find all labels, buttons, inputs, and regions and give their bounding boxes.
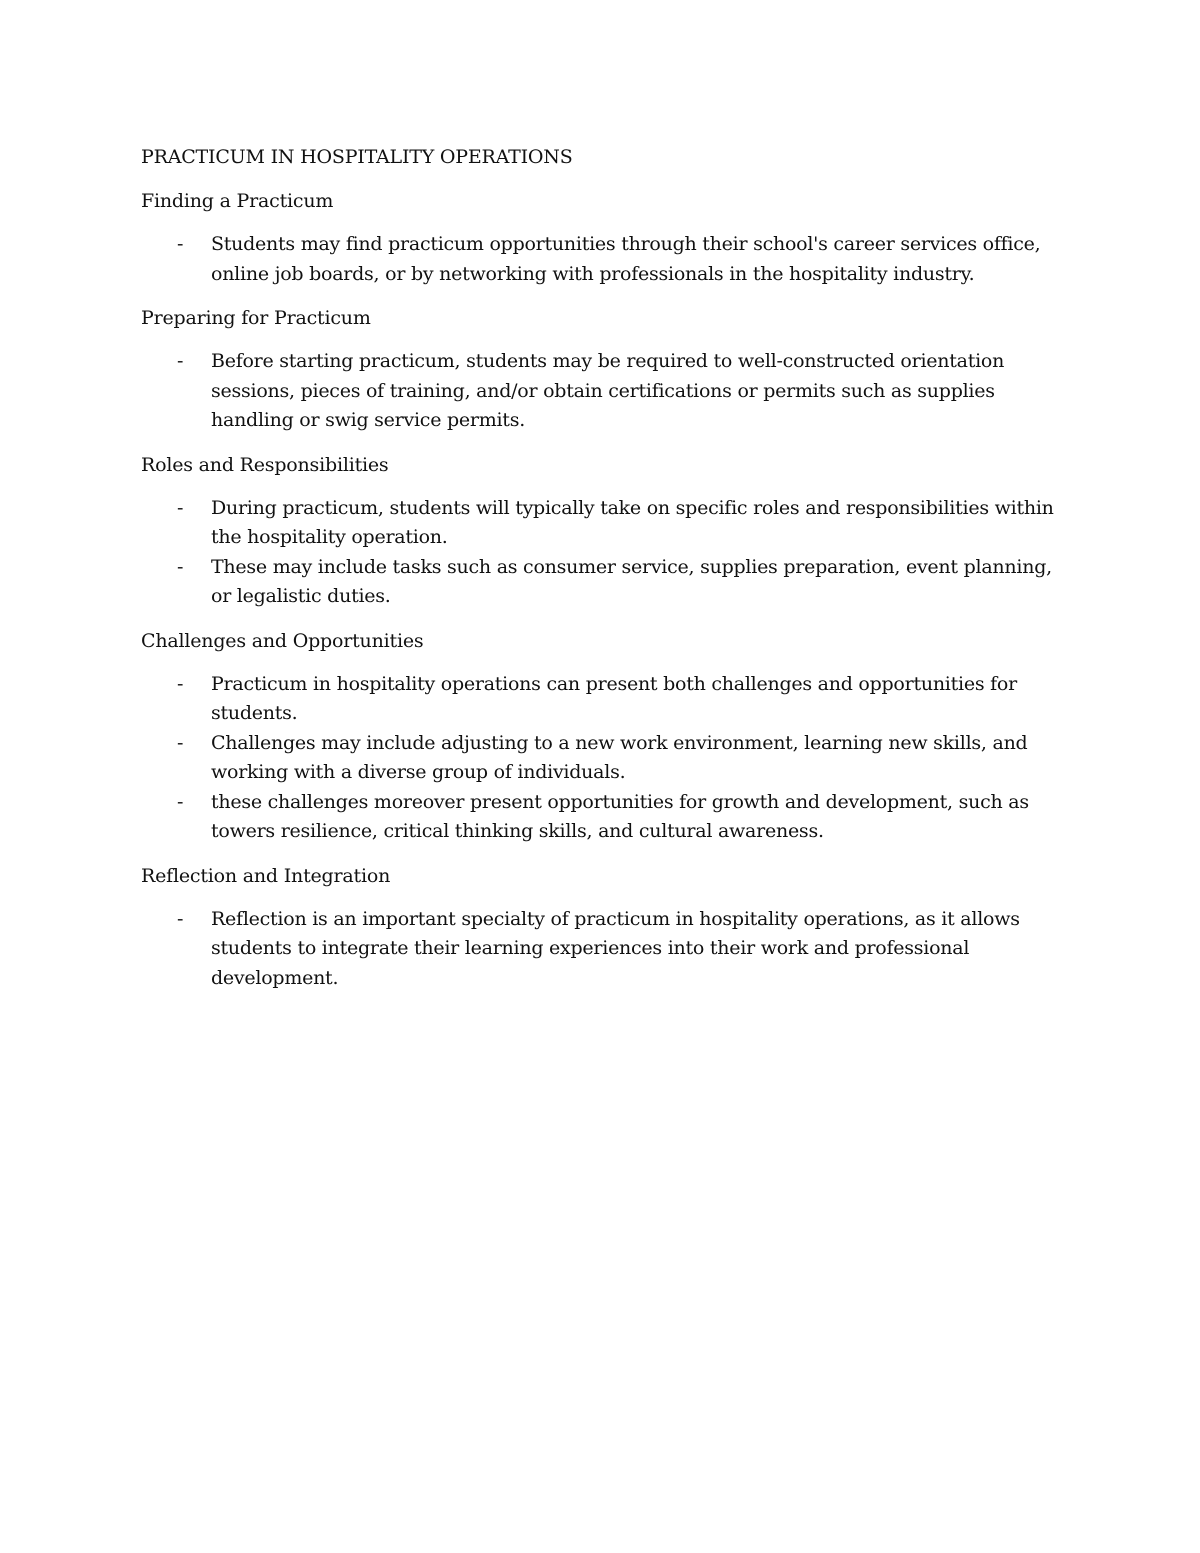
section-heading: Challenges and Opportunities [141,629,424,652]
list-item-text: Students may find practicum opportunities through their school's career services office, online job boards, or by networking with professionals in the hospitality industry. [211,233,1041,285]
list-item-text: Practicum in hospitality operations can present both challenges and opportunities for students. [211,672,1017,724]
bullet-dash: - [177,907,184,930]
section-heading: Reflection and Integration [141,864,391,887]
list-item [141,788,1071,847]
section-roles-and-responsibilities [141,450,1071,612]
section-heading: Preparing for Practicum [141,307,371,329]
bullet-dash: - [177,555,184,578]
list-item-text: Reflection is an important specialty of practicum in hospitality operations, as it allows students to integrate their learning experiences into their work and professional development. [211,907,1020,989]
list-item [141,230,1071,289]
list-item [141,729,1071,788]
list-item-text: these challenges moreover present opportunities for growth and development, such as towers resilience, critical thinking skills, and cultural awareness. [211,790,1029,842]
bullet-dash: - [177,233,184,255]
bullet-dash: - [177,790,184,813]
section-reflection-and-integration [141,861,1071,994]
section-heading: Finding a Practicum [141,190,334,212]
section-heading: Roles and Responsibilities [141,453,389,476]
bullet-list [141,347,1071,436]
document-title: PRACTICUM IN HOSPITALITY OPERATIONS [141,146,573,168]
list-item [141,553,1071,612]
list-item-text: Before starting practicum, students may be required to well-constructed orientation sessions, pieces of training, and/or obtain certifications or permits such as supplies handling or swig service permits. [211,350,1005,431]
list-item-text: During practicum, students will typically take on specific roles and responsibilities within the hospitality operation. [211,496,1054,548]
bullet-dash: - [177,496,184,519]
list-item-text: These may include tasks such as consumer service, supplies preparation, event planning, or legalistic duties. [211,555,1052,607]
bullet-list [141,494,1071,612]
list-item [141,905,1071,994]
bullet-list [141,230,1071,289]
list-item [141,347,1071,436]
document-body [141,142,1071,1007]
bullet-dash: - [177,350,184,372]
list-item-text: Challenges may include adjusting to a new work environment, learning new skills, and working with a diverse group of individuals. [211,731,1028,783]
bullet-dash: - [177,731,184,754]
bullet-dash: - [177,672,184,695]
bullet-list [141,905,1071,994]
section-challenges-and-opportunities [141,626,1071,847]
section-preparing-for-practicum [141,303,1071,436]
bullet-list [141,670,1071,847]
list-item [141,494,1071,553]
section-finding-a-practicum [141,186,1071,289]
list-item [141,670,1071,729]
